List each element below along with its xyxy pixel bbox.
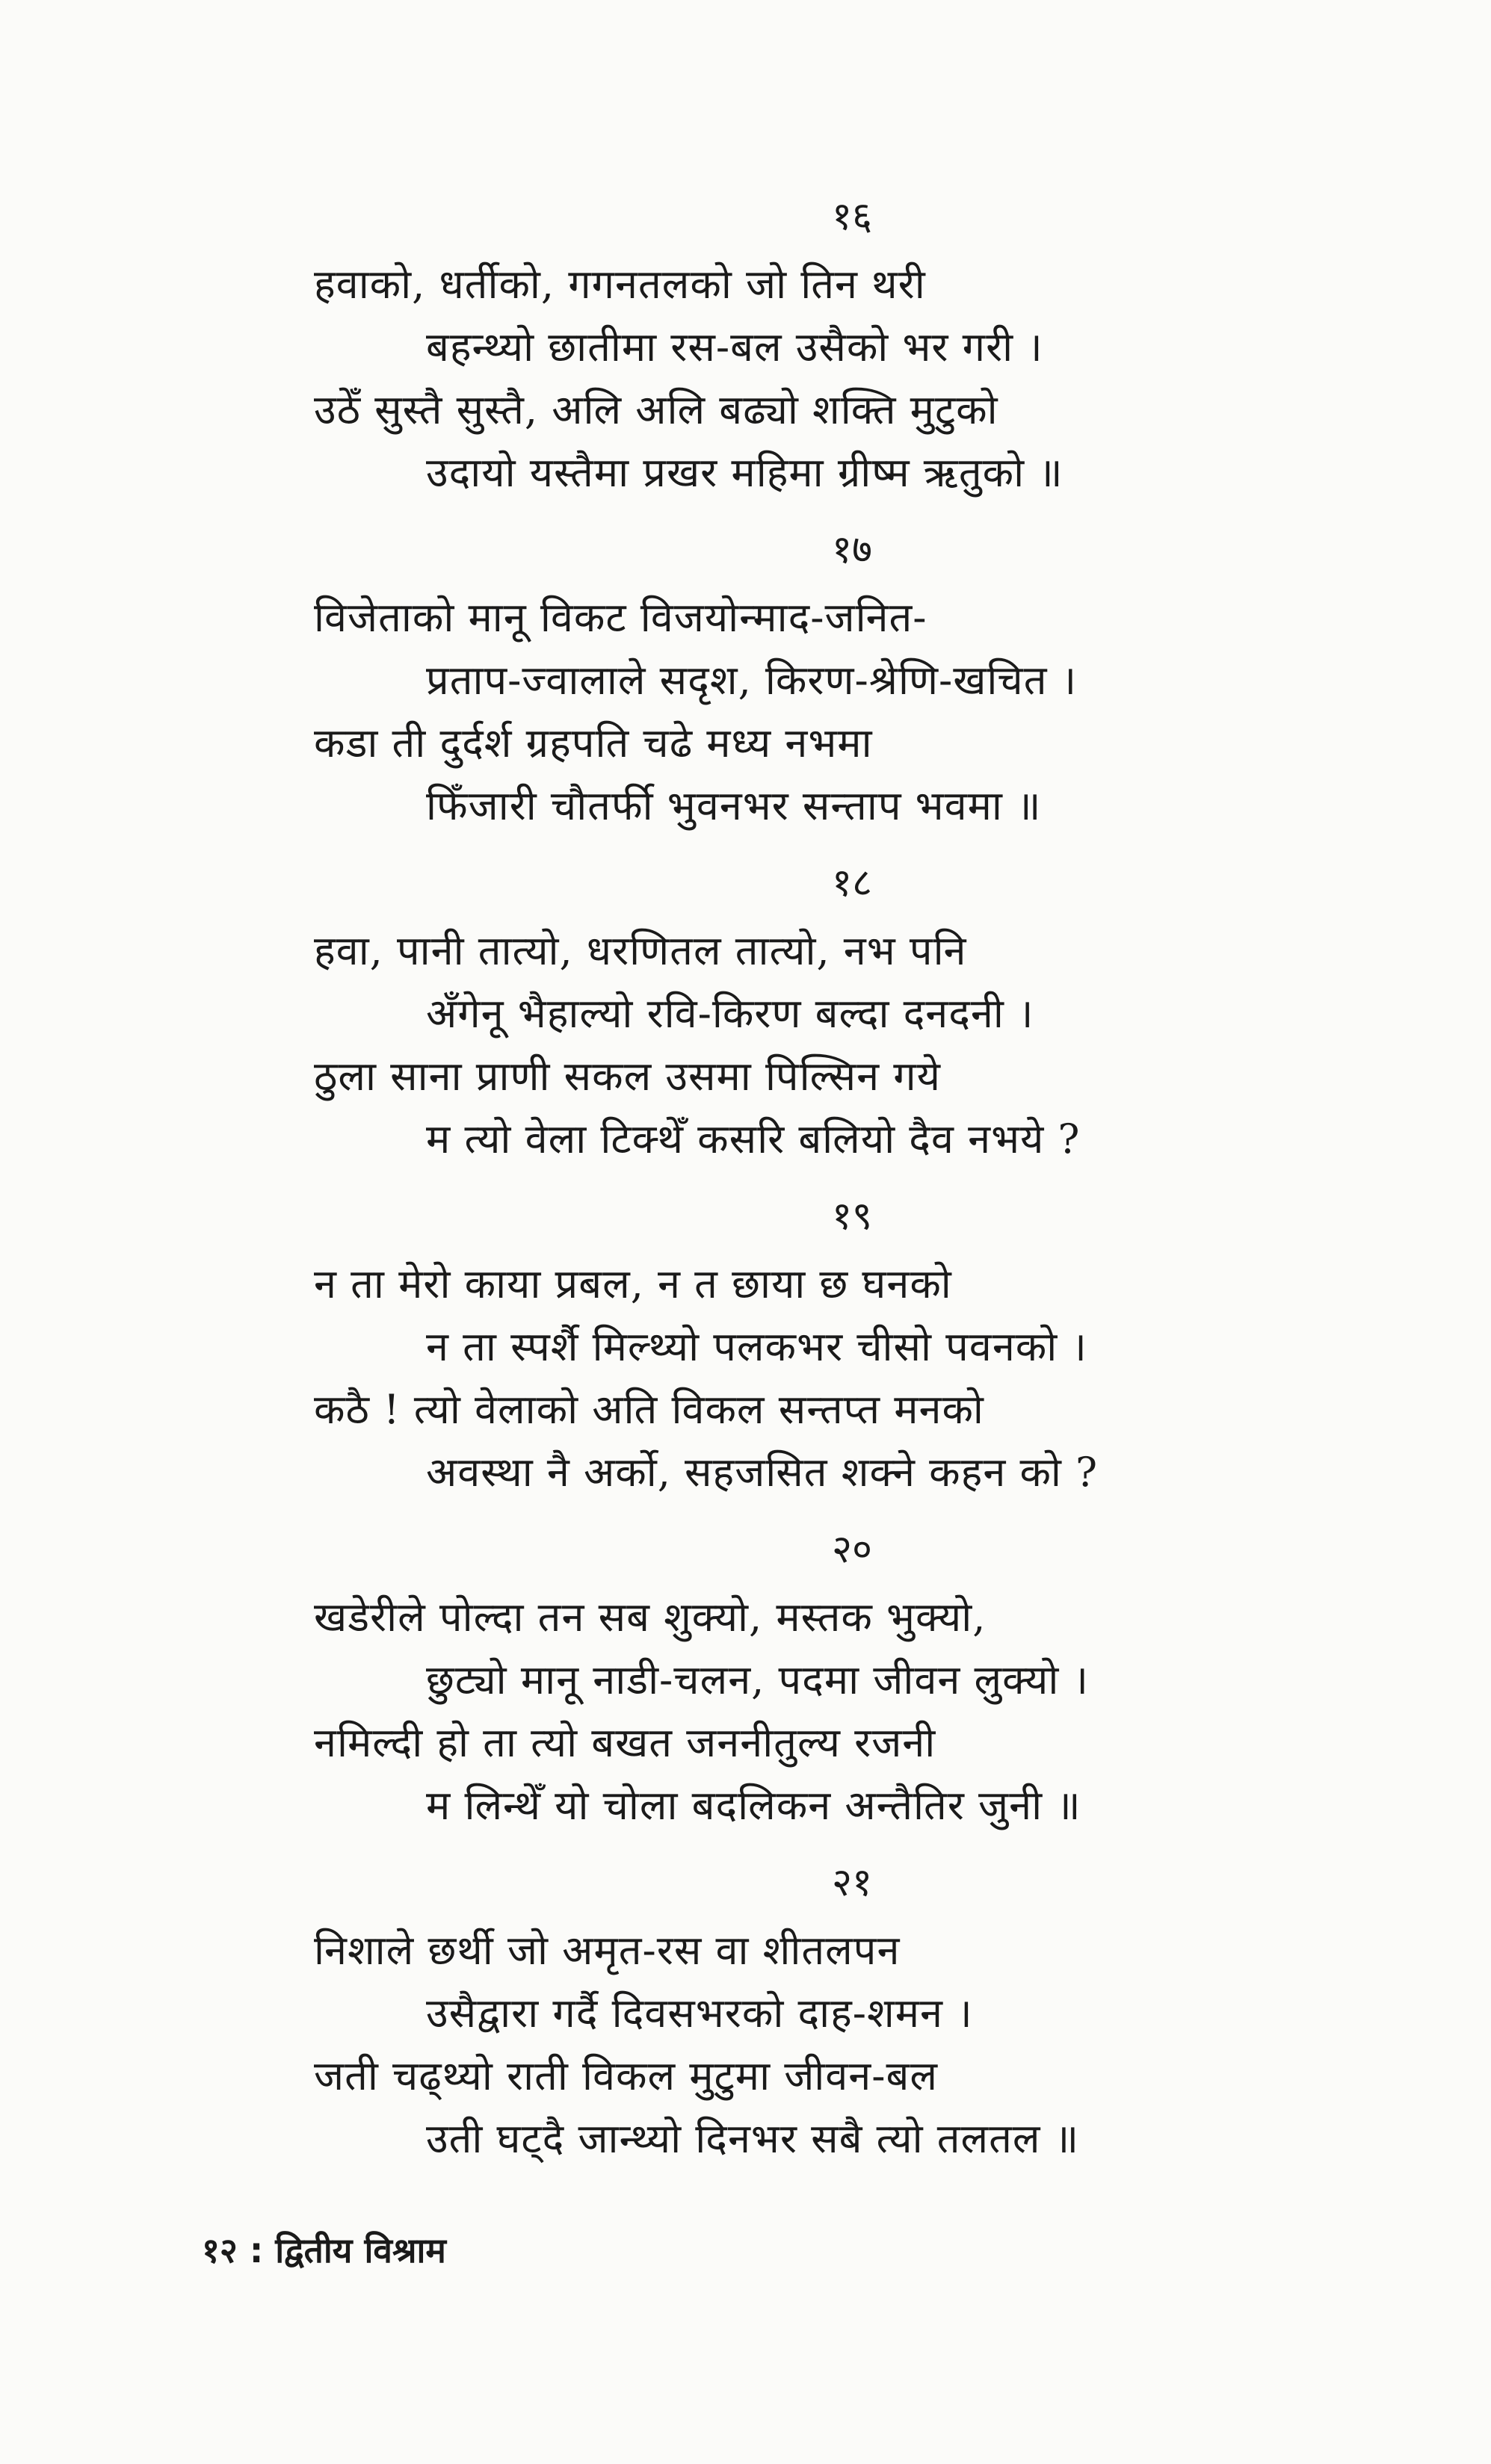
verse-line: उदायो यस्तैमा प्रखर महिमा ग्रीष्म ऋतुको ॥ bbox=[426, 449, 1064, 496]
stanza bbox=[314, 586, 1285, 838]
verse-line: अँगेनू भैहाल्यो रवि-किरण बल्दा दनदनी । bbox=[426, 990, 1034, 1037]
stanza bbox=[314, 920, 1285, 1171]
verse-line: प्रताप-ज्वालाले सदृश, किरण-श्रेणि-खचित । bbox=[426, 657, 1078, 704]
stanza bbox=[314, 253, 1285, 504]
stanza-number: १७ bbox=[831, 527, 873, 572]
verse-line: निशाले छर्थी जो अमृत-रस वा शीतलपन bbox=[314, 1927, 901, 1974]
verse-line: नमिल्दी हो ता त्यो बखत जननीतुल्य रजनी bbox=[314, 1719, 936, 1766]
verse-line: खडेरीले पोल्दा तन सब शुक्यो, मस्तक भुक्यो, bbox=[314, 1594, 987, 1641]
verse-line: अवस्था नै अर्को, सहजसित शक्ने कहन को ? bbox=[426, 1449, 1099, 1496]
stanza bbox=[314, 1253, 1285, 1504]
stanza bbox=[314, 1919, 1285, 2170]
page-footer: १२ : द्वितीय विश्राम bbox=[202, 2230, 446, 2270]
verse-line: न ता मेरो काया प्रबल, न त छाया छ घनको bbox=[314, 1260, 952, 1307]
verse-line: हवा, पानी तात्यो, धरणितल तात्यो, नभ पनि bbox=[314, 927, 967, 974]
verse-line: उठेँ सुस्तै सुस्तै, अलि अलि बढ्यो शक्ति मुटुको bbox=[314, 386, 998, 433]
stanza-number: १८ bbox=[831, 861, 873, 906]
verse-line: उती घट्दै जान्थ्यो दिनभर सबै त्यो तलतल ॥ bbox=[426, 2115, 1080, 2162]
verse-line: न ता स्पर्शै मिल्थ्यो पलकभर चीसो पवनको । bbox=[426, 1323, 1087, 1370]
stanza-number: २१ bbox=[831, 1860, 873, 1905]
verse-line: कडा ती दुर्दर्श ग्रहपति चढे मध्य नभमा bbox=[314, 719, 873, 767]
verse-line: विजेताको मानू विकट विजयोन्माद-जनित- bbox=[314, 594, 927, 641]
stanza bbox=[314, 1586, 1285, 1837]
verse-line: कठै ! त्यो वेलाको अति विकल सन्तप्त मनको bbox=[314, 1386, 984, 1433]
verse-line: म त्यो वेला टिक्थेँ कसरि बलियो दैव नभये ? bbox=[426, 1115, 1081, 1163]
verse-line: उसैद्वारा गर्दै दिवसभरको दाह-शमन । bbox=[426, 1990, 973, 2037]
verse-line: म लिन्थेँ यो चोला बदलिकन अन्तैतिर जुनी ॥ bbox=[426, 1782, 1081, 1829]
verse-line: ठुला साना प्राणी सकल उसमा पिल्सिन गये bbox=[314, 1053, 941, 1100]
verse-line: बहन्थ्यो छातीमा रस-बल उसैको भर गरी । bbox=[426, 324, 1043, 371]
verse-line: छुट्यो मानू नाडी-चलन, पदमा जीवन लुक्यो । bbox=[426, 1656, 1089, 1703]
verse-line: फिँजारी चौतर्फी भुवनभर सन्ताप भवमा ॥ bbox=[426, 782, 1042, 829]
stanza-number: १९ bbox=[831, 1194, 873, 1239]
stanza-number: १६ bbox=[831, 194, 873, 239]
verse-line: हवाको, धर्तीको, गगनतलको जो तिन थरी bbox=[314, 261, 926, 308]
poem-body bbox=[314, 191, 1285, 2190]
stanza-number: २० bbox=[831, 1527, 873, 1572]
verse-line: जती चढ्थ्यो राती विकल मुटुमा जीवन-बल bbox=[314, 2052, 938, 2099]
